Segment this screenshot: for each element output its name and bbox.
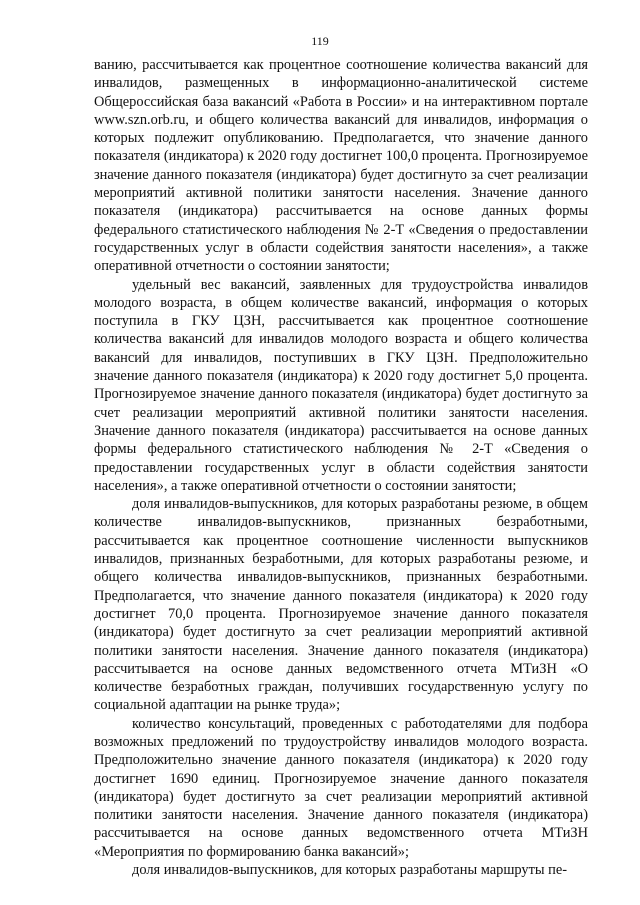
- document-body: [94, 56, 588, 879]
- page-number: 119: [311, 34, 329, 48]
- paragraph-employer-consultations: количество консультаций, проведенных с работодателями для подбора возможных предложений по трудоустройству инвалидов молодого возраста. Предположительно значение данного показателя (индикатора) к 2020 году достигнет 1690 единиц. Прогнозируемое значение данного показателя (индикатора) будет достигнуто за счет реализации мероприятий активной политики занятости населения. Значение данного показателя (индикатора) рассчитывается на основе данных ведомственного отчета МТиЗН «Мероприятия по формированию банка вакансий»;: [94, 715, 588, 860]
- paragraph-graduates-resumes: доля инвалидов-выпускников, для которых разработаны резюме, в общем количестве инвалидов-выпускников, признанных безработными, рассчитывается как процентное соотношение численности выпускников инвалидов, признанных безработными, для которых разработаны резюме, и общего количества инвалидов-выпускников, признанных безработными. Предполагается, что значение данного показателя (индикатора) к 2020 году достигнет 70,0 процента. Прогнозируемое значение данного показателя (индикатора) будет достигнуто за счет реализации мероприятий активной политики занятости населения. Значение данного показателя (индикатора) рассчитывается на основе данных ведомственного отчета МТиЗН «О количестве безработных граждан, получивших государственную услугу по социальной адаптации на рынке труда»;: [94, 496, 588, 714]
- paragraph-graduates-routes: доля инвалидов-выпускников, для которых разработаны маршруты пе-: [132, 862, 568, 879]
- paragraph-vacancies-young-disabled: удельный вес вакансий, заявленных для трудоустройства инвалидов молодого возраста, в общем количестве вакансий, информация о которых поступила в ГКУ ЦЗН, рассчитывается как процентное соотношение количества вакансий для инвалидов молодого возраста и общего количества вакансий для инвалидов, поступивших в ГКУ ЦЗН. Предположительно значение данного показателя (индикатора) к 2020 году достигнет 5,0 процента. Прогнозируемое значение данного показателя (индикатора) будет достигнуто за счет реализации мероприятий активной политики занятости населения. Значение данного показателя (индикатора) рассчитывается на основе данных формы федерального статистического наблюдения № 2-Т «Сведения о предоставлении государственных услуг в области содействия занятости населения», а также оперативной отчетности о состоянии занятости;: [94, 276, 588, 494]
- paragraph-continuation: ванию, рассчитывается как процентное соотношение количества вакансий для инвалидов, размещенных в информационно-аналитической системе Общероссийская база вакансий «Работа в России» и на интерактивном портале www.szn.orb.ru, и общего количества вакансий для инвалидов, информация о которых подлежит опубликованию. Предполагается, что значение данного показателя (индикатора) к 2020 году достигнет 100,0 процента. Прогнозируемое значение данного показателя (индикатора) будет достигнуто за счет реализации мероприятий активной политики занятости населения. Значение данного показателя (индикатора) рассчитывается на основе данных формы федерального статистического наблюдения № 2-Т «Сведения о предоставлении государственных услуг в области содействия занятости населения», а также оперативной отчетности о состоянии занятости;: [94, 57, 588, 275]
